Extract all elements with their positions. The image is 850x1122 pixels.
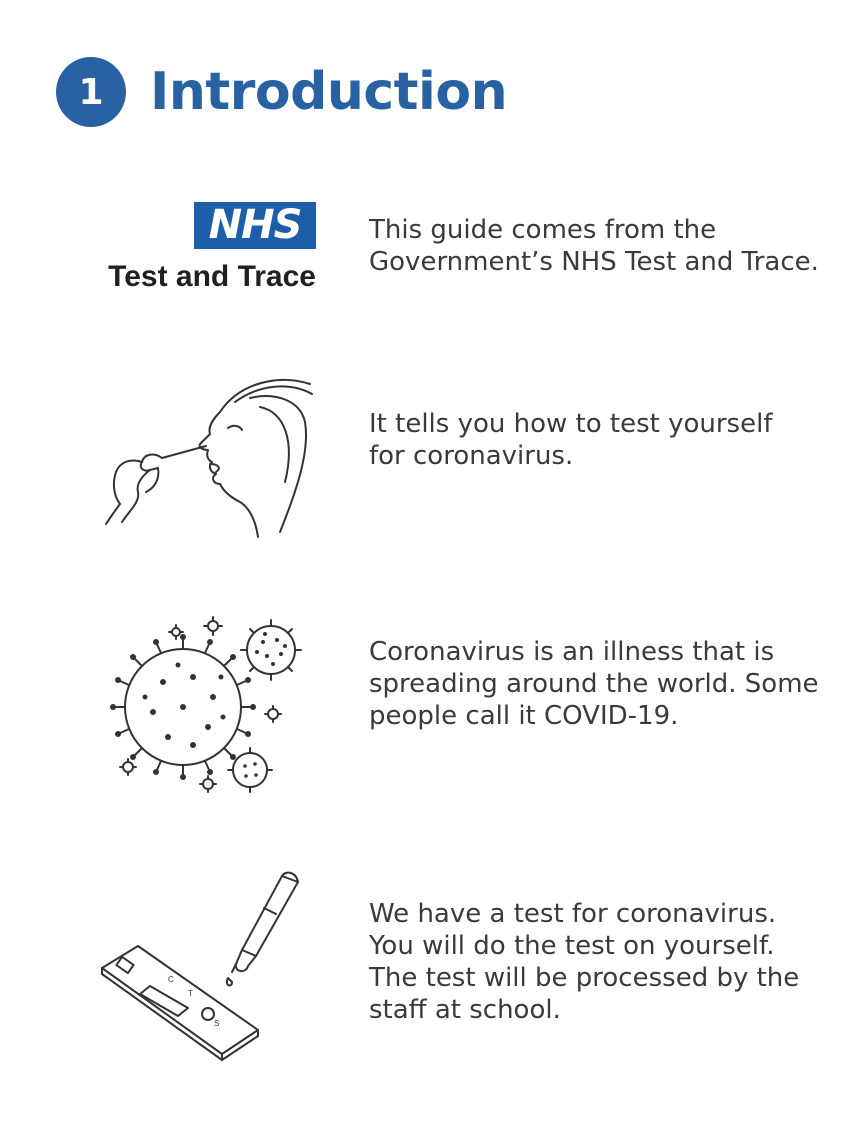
control-line-label: C (168, 975, 174, 984)
text-line: The test will be processed by the (369, 963, 800, 993)
text-line: staff at school. (369, 995, 561, 1025)
text-line: It tells you how to test yourself (369, 409, 773, 439)
text-line: for coronavirus. (369, 441, 574, 471)
text-line: You will do the test on yourself. (369, 931, 775, 961)
text-line: Coronavirus is an illness that is (369, 637, 775, 667)
text-line: people call it COVID-19. (369, 701, 679, 731)
logo-subtitle: Test and Trace (108, 260, 316, 293)
sample-well-label: S (214, 1019, 220, 1028)
section-3-text (369, 636, 819, 732)
test-kit-illustration (96, 868, 316, 1068)
section-heading (56, 57, 507, 127)
section-1-text (369, 214, 819, 278)
section-2-text (369, 408, 809, 472)
section-4-text (369, 898, 809, 1026)
virus-illustration (108, 612, 308, 802)
text-line: spreading around the world. Some (369, 669, 819, 699)
section-number-badge: 1 (56, 57, 126, 127)
nhs-logo-box: NHS (194, 202, 316, 249)
text-line: We have a test for coronavirus. (369, 899, 777, 929)
page-title: Introduction (150, 62, 508, 122)
text-line: This guide comes from the (369, 215, 717, 245)
text-line: Government’s NHS Test and Trace. (369, 247, 819, 277)
test-line-label: T (188, 989, 193, 998)
nose-swab-illustration (100, 372, 320, 542)
nhs-test-and-trace-logo (90, 202, 320, 294)
